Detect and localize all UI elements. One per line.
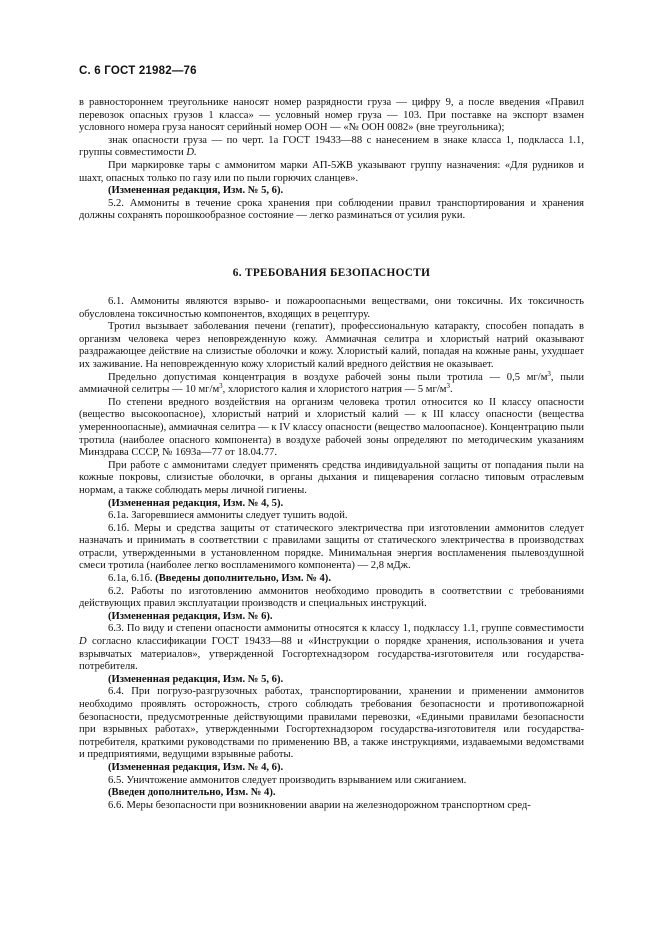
concentration-text-d: . bbox=[450, 384, 453, 396]
paragraph-6-6: 6.6. Меры безопасности при возникновении аварии на железнодорожном транспортном сред- bbox=[108, 799, 531, 811]
amendment-note-top: (Измененная редакция, Изм. № 5, 6). bbox=[108, 185, 284, 197]
concentration-text-b: , пыли аммиачной селитры — 10 мг/м bbox=[79, 371, 584, 396]
note-introduced: (Введены дополнительно, Изм. № 4). bbox=[155, 573, 331, 585]
paragraph-max-concentration bbox=[79, 369, 584, 397]
amendment-note-4-6: (Измененная редакция, Изм. № 4, 6). bbox=[108, 761, 284, 773]
paragraph-hazard-classes: По степени вредного воздействия на организм человека тротил относится ко II классу опасности (вещество высокоопасное), хлористый натрий и хлористый калий — к III классу опасности (вещества умеренноопасные), аммиачная селитра — к IV классу опасности (вещество малоопасное). Концентрацию пыли тротила (наиболее опасного компонента) в воздухе рабочей зоны определяют по методическим указаниям Минздрава СССР, № 1693а—77 от 18.04.77. bbox=[79, 396, 584, 459]
paragraph-6-3-text-b: согласно классификации ГОСТ 19433—88 и «Инструкции о порядке хранения, использования и учета взрывчатых материалов», утвержденной Госгортехнадзором государства-изготовителя или государства-потребителя. bbox=[79, 636, 584, 673]
concentration-text-c: , хлористого калия и хлористого натрия — 5 мг/м bbox=[222, 384, 447, 396]
paragraph-top-3: При маркировке тары с аммонитом марки АП-5ЖВ указывают группу назначения: «Для рудников и шахт, опасных только по газу или по пыли горючих сланцев». bbox=[79, 159, 584, 184]
note-items: 6.1а, 6.1б. bbox=[108, 573, 156, 585]
compatibility-group-d: D. bbox=[186, 147, 197, 159]
amendment-note-5-6: (Измененная редакция, Изм. № 5, 6). bbox=[108, 673, 284, 685]
paragraph-6-1b: 6.1б. Меры и средства защиты от статического электричества при изготовлении аммонитов следует назначать и принимать в соответствии с правилами защиты от статического электричества в производствах отрасли, утвержденными в установленном порядке. Минимальная энергия воспламенения пылевоздушной смеси тротила (наиболее легко воспламенимого компонента) — 2,8 мДж. bbox=[79, 522, 584, 572]
paragraph-6-1a-6-1b-note bbox=[79, 573, 584, 586]
paragraph-top-2-text: знак опасности груза — по черт. 1а ГОСТ 19433—88 с нанесением в знаке класса 1, подкласса 1.1, группы совместимости bbox=[79, 134, 584, 159]
concentration-text-a: Предельно допустимая концентрация в воздухе рабочей зоны пыли тротила — 0,5 мг/м bbox=[108, 371, 548, 383]
paragraph-6-1: 6.1. Аммониты являются взрыво- и пожароопасными веществами, они токсичны. Их токсичность обусловлена токсичностью компонентов, входящих в рецептуру. bbox=[79, 296, 584, 320]
section-body bbox=[79, 296, 584, 812]
paragraph-trotyl-effects: Тротил вызывает заболевания печени (гепатит), профессиональную катаракту, способен попадать в организм человека через неповрежденную кожу. Аммиачная селитра и хлористый натрий оказывают раздражающее действие на слизистые оболочки и кожу. Хлористый калий, попадая на кожные раны, ухудшает их заживание. На неповрежденную кожу хлористый калий вредного действия не оказывает. bbox=[79, 321, 584, 370]
page-header: С. 6 ГОСТ 21982—76 bbox=[79, 65, 197, 77]
paragraph-6-2: 6.2. Работы по изготовлению аммонитов необходимо проводить в соответствии с требованиями действующих правил эксплуатации производств и специальных инструкций. bbox=[79, 585, 584, 610]
compatibility-group-d: D bbox=[79, 636, 87, 648]
section-title: 6. ТРЕБОВАНИЯ БЕЗОПАСНОСТИ bbox=[232, 267, 431, 279]
introduced-note-4: (Введен дополнительно, Изм. № 4). bbox=[108, 787, 276, 799]
paragraph-6-3-text-a: 6.3. По виду и степени опасности аммониты относятся к классу 1, подклассу 1.1, группе совместимости bbox=[108, 623, 584, 635]
paragraph-6-3 bbox=[79, 623, 584, 673]
top-text-block bbox=[79, 97, 584, 223]
paragraph-6-4: 6.4. При погрузо-разгрузочных работах, транспортировании, хранении и применении аммонитов необходимо проявлять осторожность, строго соблюдать требования безопасности и противопожарной безопасности, предусмотренные действующими правилами перевозки, «Едиными правилами безопасности при взрывных работах», утвержденными Госгортехнадзором государства-изготовителя или государства-потребителя, краткими руководствами по применению ВВ, а также инструкциями, издаваемыми ведомствами и предприятиями, ведущими взрывные работы. bbox=[79, 686, 584, 761]
amendment-note-6: (Измененная редакция, Изм. № 6). bbox=[108, 610, 273, 622]
paragraph-top-2 bbox=[79, 135, 584, 160]
paragraph-6-5: 6.5. Уничтожение аммонитов следует производить взрыванием или сжиганием. bbox=[108, 774, 467, 786]
paragraph-6-1a: 6.1а. Загоревшиеся аммониты следует тушить водой. bbox=[108, 510, 348, 522]
amendment-note-4-5: (Измененная редакция, Изм. № 4, 5). bbox=[108, 497, 284, 509]
cubic-superscript: 3 bbox=[547, 369, 551, 378]
paragraph-top-1: в равностороннем треугольнике наносят номер разрядности груза — цифру 9, а после введения «Правил перевозок опасных грузов 1 класса» — условный номер груза — 103. При поставке на экспорт взамен условного номера груза наносят серийный номер ООН — «№ ООН 0082» (вне треугольника); bbox=[79, 97, 584, 134]
cubic-superscript: 3 bbox=[219, 382, 223, 391]
paragraph-protection: При работе с аммонитами следует применять средства индивидуальной защиты от попадания пыли на кожные покровы, слизистые оболочки, в органы дыхания и пищеварения согласно типовым отраслевым нормам, а также соблюдать меры личной гигиены. bbox=[79, 459, 584, 496]
cubic-superscript: 3 bbox=[446, 382, 450, 391]
paragraph-5-2: 5.2. Аммониты в течение срока хранения при соблюдении правил транспортирования и хранения должны сохранять порошкообразное состояние — легко разминаться от усилия руки. bbox=[79, 197, 584, 222]
